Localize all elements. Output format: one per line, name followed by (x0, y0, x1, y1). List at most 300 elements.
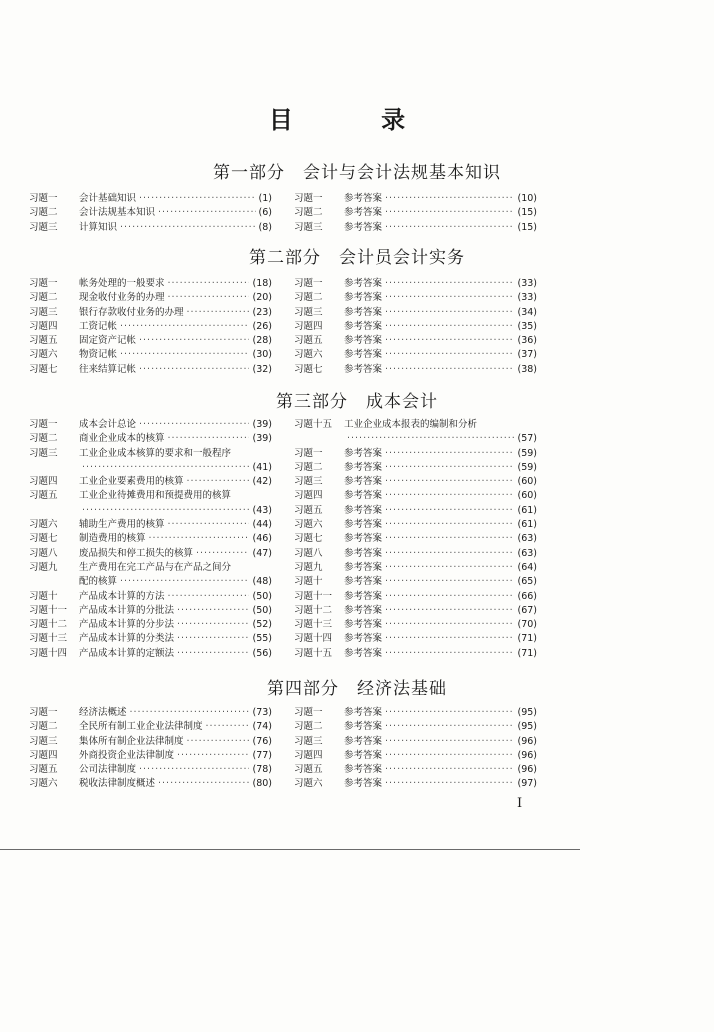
exercise-label: 习题二 (29, 207, 58, 219)
entry-title: 参考答案 (344, 306, 383, 318)
entry-title: 参考答案 (344, 721, 383, 733)
leader-dots (158, 206, 256, 220)
leader-dots (385, 504, 514, 518)
toc-entry (294, 590, 537, 604)
leader-dots (385, 720, 514, 734)
entry-title: 商业企业成本的核算 (79, 433, 165, 445)
page-ref: (59) (517, 447, 537, 459)
exercise-label: 习题四 (294, 490, 323, 502)
entry-title: 参考答案 (344, 764, 383, 776)
entry-title: 参考答案 (344, 561, 383, 573)
page-ref: (55) (252, 633, 272, 645)
entry-title: 公司法律制度 (79, 764, 137, 776)
page-ref: (15) (517, 221, 537, 233)
toc-entry (29, 561, 272, 575)
section-2-left-column (29, 277, 272, 377)
page-ref: (23) (252, 306, 272, 318)
exercise-label: 习题十四 (294, 633, 333, 645)
entry-title: 帐务处理的一般要求 (79, 278, 165, 289)
exercise-label: 习题三 (29, 735, 58, 747)
page-ref: (63) (517, 533, 537, 545)
toc-entry (294, 575, 537, 589)
exercise-label: 习题六 (29, 349, 58, 361)
page-ref: (46) (252, 533, 272, 545)
entry-title: 外商投资企业法律制度 (79, 749, 175, 761)
toc-entry (29, 720, 272, 734)
leader-dots (120, 221, 256, 235)
entry-title: 制造费用的核算 (79, 533, 146, 545)
page-ref: (61) (517, 504, 537, 516)
toc-entry (294, 306, 537, 320)
toc-entry (294, 647, 537, 661)
leader-dots (385, 334, 514, 348)
page-ref: (30) (252, 349, 272, 361)
page-ref: (18) (252, 278, 272, 289)
toc-entry (29, 618, 272, 632)
toc-entry (294, 504, 537, 518)
entry-title: 往来结算记帐 (79, 363, 137, 375)
leader-dots (158, 777, 249, 791)
toc-entry (29, 604, 272, 618)
page-ref: (96) (517, 735, 537, 747)
section-1-left-column (29, 192, 272, 235)
leader-dots (385, 363, 514, 377)
leader-dots (385, 706, 514, 720)
page-ref: (44) (252, 519, 272, 531)
page-ref: (39) (252, 419, 272, 430)
leader-dots (82, 504, 249, 518)
toc-entry (294, 532, 537, 546)
exercise-label: 习题八 (294, 547, 323, 559)
exercise-label: 习题三 (29, 447, 58, 459)
section-title-1: 第一部分 会计与会计法规基本知识 (213, 163, 501, 183)
leader-dots (385, 489, 514, 503)
toc-entry (29, 447, 272, 461)
entry-title: 产品成本计算的方法 (79, 590, 165, 602)
entry-title: 经济法概述 (79, 707, 127, 718)
exercise-label: 习题四 (29, 749, 58, 761)
leader-dots (385, 604, 514, 618)
page-ref: (71) (517, 647, 537, 659)
leader-dots (120, 320, 249, 334)
exercise-label: 习题二 (29, 721, 58, 733)
exercise-label: 习题三 (29, 221, 58, 233)
exercise-label: 习题六 (294, 349, 323, 361)
exercise-label: 习题十三 (294, 619, 333, 631)
page-ref: (8) (258, 221, 272, 233)
toc-entry (294, 618, 537, 632)
exercise-label: 习题二 (294, 721, 323, 733)
leader-dots (206, 720, 250, 734)
entry-title: 废品损失和停工损失的核算 (79, 547, 194, 559)
page-ref: (63) (517, 547, 537, 559)
page-ref: (96) (517, 749, 537, 761)
entry-title: 参考答案 (344, 604, 383, 616)
exercise-label: 习题三 (29, 306, 58, 318)
page-ref: (66) (517, 590, 537, 602)
leader-dots (120, 575, 249, 589)
leader-dots (385, 221, 514, 235)
toc-entry (29, 348, 272, 362)
entry-title: 工业企业待摊费用和预提费用的核算 (79, 490, 232, 502)
entry-title: 参考答案 (344, 547, 383, 559)
entry-title: 参考答案 (344, 735, 383, 747)
exercise-label: 习题十五 (294, 647, 333, 659)
entry-title: 参考答案 (344, 461, 383, 473)
leader-dots (168, 590, 250, 604)
toc-entry (294, 475, 537, 489)
entry-title: 参考答案 (344, 193, 383, 204)
exercise-label: 习题一 (29, 419, 58, 430)
entry-title: 参考答案 (344, 519, 383, 531)
exercise-label: 习题七 (29, 533, 58, 545)
page-ref: (57) (517, 433, 537, 445)
exercise-label: 习题七 (294, 363, 323, 375)
leader-dots (149, 532, 250, 546)
leader-dots (385, 632, 514, 646)
toc-entry (294, 320, 537, 334)
entry-title: 物资记帐 (79, 349, 118, 361)
exercise-label: 习题十 (294, 576, 323, 588)
toc-entry (29, 277, 272, 291)
exercise-label: 习题九 (29, 561, 58, 573)
page-ref: (70) (517, 619, 537, 631)
exercise-label: 习题五 (294, 764, 323, 776)
entry-title: 参考答案 (344, 490, 383, 502)
toc-entry (29, 432, 272, 446)
exercise-label: 习题三 (294, 735, 323, 747)
page-ref: (59) (517, 461, 537, 473)
leader-dots (187, 475, 250, 489)
page-ref: (67) (517, 604, 537, 616)
exercise-label: 习题一 (294, 707, 323, 718)
page-ref: (47) (252, 547, 272, 559)
leader-dots (385, 306, 514, 320)
exercise-label: 习题七 (29, 363, 58, 375)
exercise-label: 习题一 (294, 278, 323, 289)
leader-dots (385, 518, 514, 532)
toc-entry (294, 763, 537, 777)
entry-title: 银行存款收付业务的办理 (79, 306, 184, 318)
entry-title: 参考答案 (344, 778, 383, 790)
toc-entry (29, 532, 272, 546)
page-ref: (34) (517, 306, 537, 318)
leader-dots (187, 735, 250, 749)
exercise-label: 习题五 (294, 335, 323, 347)
page-ref: (26) (252, 320, 272, 332)
toc-entry (294, 277, 537, 291)
leader-dots (168, 277, 250, 291)
exercise-label: 习题四 (29, 320, 58, 332)
exercise-label: 习题二 (29, 292, 58, 304)
section-1-right-column (294, 192, 537, 235)
scan-divider-line (0, 849, 580, 850)
toc-entry (294, 461, 537, 475)
page-ref: (60) (517, 476, 537, 488)
toc-entry (294, 363, 537, 377)
leader-dots (385, 735, 514, 749)
toc-entry (294, 518, 537, 532)
page-ref: (97) (517, 778, 537, 790)
page-ref: (56) (252, 647, 272, 659)
leader-dots (385, 561, 514, 575)
toc-entry (294, 489, 537, 503)
exercise-label: 习题十二 (29, 619, 68, 631)
page-ref: (28) (252, 335, 272, 347)
entry-title: 参考答案 (344, 320, 383, 332)
entry-title: 工业企业成本核算的要求和一般程序 (79, 447, 232, 459)
page-ref: (50) (252, 590, 272, 602)
entry-title: 参考答案 (344, 335, 383, 347)
toc-entry (29, 206, 272, 220)
page-ref: (37) (517, 349, 537, 361)
leader-dots (187, 306, 250, 320)
toc-entry (29, 320, 272, 334)
toc-entry (29, 192, 272, 206)
leader-dots (177, 749, 249, 763)
page-ref: (95) (517, 707, 537, 718)
toc-entry (29, 547, 272, 561)
page-ref: (71) (517, 633, 537, 645)
toc-entry (29, 647, 272, 661)
entry-title: 参考答案 (344, 447, 383, 459)
page-ref: (6) (258, 207, 272, 219)
entry-title: 参考答案 (344, 349, 383, 361)
page-number: I (517, 796, 523, 811)
section-4-left-column (29, 706, 272, 792)
section-title-2: 第二部分 会计员会计实务 (249, 248, 465, 268)
exercise-label: 习题一 (294, 447, 323, 459)
toc-entry (294, 547, 537, 561)
page-ref: (41) (252, 461, 272, 473)
exercise-label: 习题六 (29, 778, 58, 790)
page-ref: (65) (517, 576, 537, 588)
entry-title: 工业企业要素费用的核算 (79, 476, 184, 488)
page-ref: (76) (252, 735, 272, 747)
toc-entry (29, 334, 272, 348)
exercise-label: 习题八 (29, 547, 58, 559)
toc-entry (294, 735, 537, 749)
exercise-label: 习题四 (294, 320, 323, 332)
leader-dots (347, 432, 514, 446)
leader-dots (177, 647, 249, 661)
toc-entry (29, 735, 272, 749)
entry-title: 配的核算 (79, 576, 118, 588)
page-ref: (38) (517, 363, 537, 375)
page-ref: (32) (252, 363, 272, 375)
leader-dots (139, 418, 249, 432)
exercise-label: 习题二 (29, 433, 58, 445)
page-ref: (61) (517, 519, 537, 531)
toc-entry (29, 632, 272, 646)
entry-title: 现金收付业务的办理 (79, 292, 165, 304)
leader-dots (385, 777, 514, 791)
toc-entry (29, 461, 272, 475)
page-ref: (15) (517, 207, 537, 219)
leader-dots (139, 192, 256, 206)
exercise-label: 习题六 (294, 519, 323, 531)
page-ref: (52) (252, 619, 272, 631)
toc-entry (294, 749, 537, 763)
section-title-3: 第三部分 成本会计 (276, 392, 438, 412)
toc-entry (294, 432, 537, 446)
exercise-label: 习题十三 (29, 633, 68, 645)
toc-entry (29, 706, 272, 720)
entry-title: 工资记帐 (79, 320, 118, 332)
section-title-4: 第四部分 经济法基础 (267, 679, 447, 699)
section-3-left-column (29, 418, 272, 661)
entry-title: 计算知识 (79, 221, 118, 233)
entry-title: 参考答案 (344, 221, 383, 233)
entry-title: 集体所有制企业法律制度 (79, 735, 184, 747)
leader-dots (385, 763, 514, 777)
leader-dots (385, 475, 514, 489)
leader-dots (130, 706, 250, 720)
page-ref: (1) (258, 193, 272, 204)
exercise-label: 习题三 (294, 306, 323, 318)
exercise-label: 习题十二 (294, 604, 333, 616)
page-ref: (36) (517, 335, 537, 347)
toc-entry (294, 418, 537, 432)
entry-title: 会计法规基本知识 (79, 207, 156, 219)
entry-title: 参考答案 (344, 619, 383, 631)
entry-title: 参考答案 (344, 576, 383, 588)
entry-title: 参考答案 (344, 533, 383, 545)
page-ref: (77) (252, 749, 272, 761)
exercise-label: 习题二 (294, 461, 323, 473)
entry-title: 参考答案 (344, 707, 383, 718)
entry-title: 产品成本计算的分类法 (79, 633, 175, 645)
page-ref: (48) (252, 576, 272, 588)
toc-entry (29, 306, 272, 320)
exercise-label: 习题一 (29, 278, 58, 289)
entry-title: 参考答案 (344, 590, 383, 602)
toc-entry (29, 475, 272, 489)
exercise-label: 习题十 (29, 590, 58, 602)
page-ref: (64) (517, 561, 537, 573)
exercise-label: 习题六 (29, 519, 58, 531)
page-ref: (80) (252, 778, 272, 790)
page-ref: (33) (517, 292, 537, 304)
leader-dots (177, 604, 249, 618)
page-ref: (39) (252, 433, 272, 445)
leader-dots (177, 618, 249, 632)
exercise-label: 习题一 (29, 193, 58, 204)
exercise-label: 习题五 (294, 504, 323, 516)
page-ref: (35) (517, 320, 537, 332)
leader-dots (196, 547, 249, 561)
toc-entry (29, 489, 272, 503)
toc-entry (294, 706, 537, 720)
entry-title: 辅助生产费用的核算 (79, 519, 165, 531)
page-ref: (43) (252, 504, 272, 516)
entry-title: 参考答案 (344, 749, 383, 761)
toc-entry (294, 291, 537, 305)
leader-dots (385, 320, 514, 334)
exercise-label: 习题四 (294, 749, 323, 761)
toc-entry (294, 604, 537, 618)
toc-entry (29, 221, 272, 235)
leader-dots (139, 363, 249, 377)
page-ref: (73) (252, 707, 272, 718)
toc-entry (294, 221, 537, 235)
toc-entry (29, 518, 272, 532)
leader-dots (385, 532, 514, 546)
section-4-right-column (294, 706, 537, 792)
exercise-label: 习题二 (294, 207, 323, 219)
toc-entry (29, 749, 272, 763)
toc-entry (294, 561, 537, 575)
exercise-label: 习题三 (294, 221, 323, 233)
entry-title: 产品成本计算的定额法 (79, 647, 175, 659)
leader-dots (139, 763, 249, 777)
leader-dots (385, 192, 514, 206)
toc-entry (294, 720, 537, 734)
page-ref: (96) (517, 764, 537, 776)
section-3-right-column (294, 418, 537, 661)
toc-entry (29, 418, 272, 432)
entry-title: 会计基础知识 (79, 193, 137, 204)
entry-title: 产品成本计算的分步法 (79, 619, 175, 631)
page-ref: (33) (517, 278, 537, 289)
leader-dots (168, 518, 250, 532)
entry-title: 固定资产记帐 (79, 335, 137, 347)
page-ref: (42) (252, 476, 272, 488)
exercise-label: 习题二 (294, 292, 323, 304)
entry-title: 税收法律制度概述 (79, 778, 156, 790)
exercise-label: 习题三 (294, 476, 323, 488)
entry-title: 参考答案 (344, 647, 383, 659)
page-ref: (60) (517, 490, 537, 502)
toc-entry (294, 348, 537, 362)
page-title: 目 录 (268, 106, 446, 134)
leader-dots (385, 749, 514, 763)
entry-title: 参考答案 (344, 504, 383, 516)
leader-dots (120, 348, 249, 362)
entry-title: 工业企业成本报表的编制和分析 (344, 419, 478, 430)
exercise-label: 习题六 (294, 778, 323, 790)
entry-title: 产品成本计算的分批法 (79, 604, 175, 616)
toc-entry (29, 291, 272, 305)
exercise-label: 习题九 (294, 561, 323, 573)
leader-dots (385, 590, 514, 604)
leader-dots (385, 547, 514, 561)
exercise-label: 习题一 (29, 707, 58, 718)
toc-entry (294, 334, 537, 348)
toc-entry (29, 763, 272, 777)
toc-entry (29, 504, 272, 518)
page-ref: (78) (252, 764, 272, 776)
exercise-label: 习题十一 (294, 590, 333, 602)
toc-entry (294, 192, 537, 206)
exercise-label: 习题五 (29, 764, 58, 776)
entry-title: 参考答案 (344, 278, 383, 289)
exercise-label: 习题十一 (29, 604, 68, 616)
toc-entry (294, 632, 537, 646)
exercise-label: 习题十五 (294, 419, 333, 430)
leader-dots (385, 348, 514, 362)
entry-title: 参考答案 (344, 207, 383, 219)
section-2-right-column (294, 277, 537, 377)
leader-dots (385, 291, 514, 305)
toc-entry (294, 447, 537, 461)
toc-entry (29, 575, 272, 589)
entry-title: 生产费用在完工产品与在产品之间分 (79, 561, 232, 573)
leader-dots (385, 618, 514, 632)
toc-entry (29, 777, 272, 791)
toc-entry (29, 363, 272, 377)
leader-dots (385, 206, 514, 220)
